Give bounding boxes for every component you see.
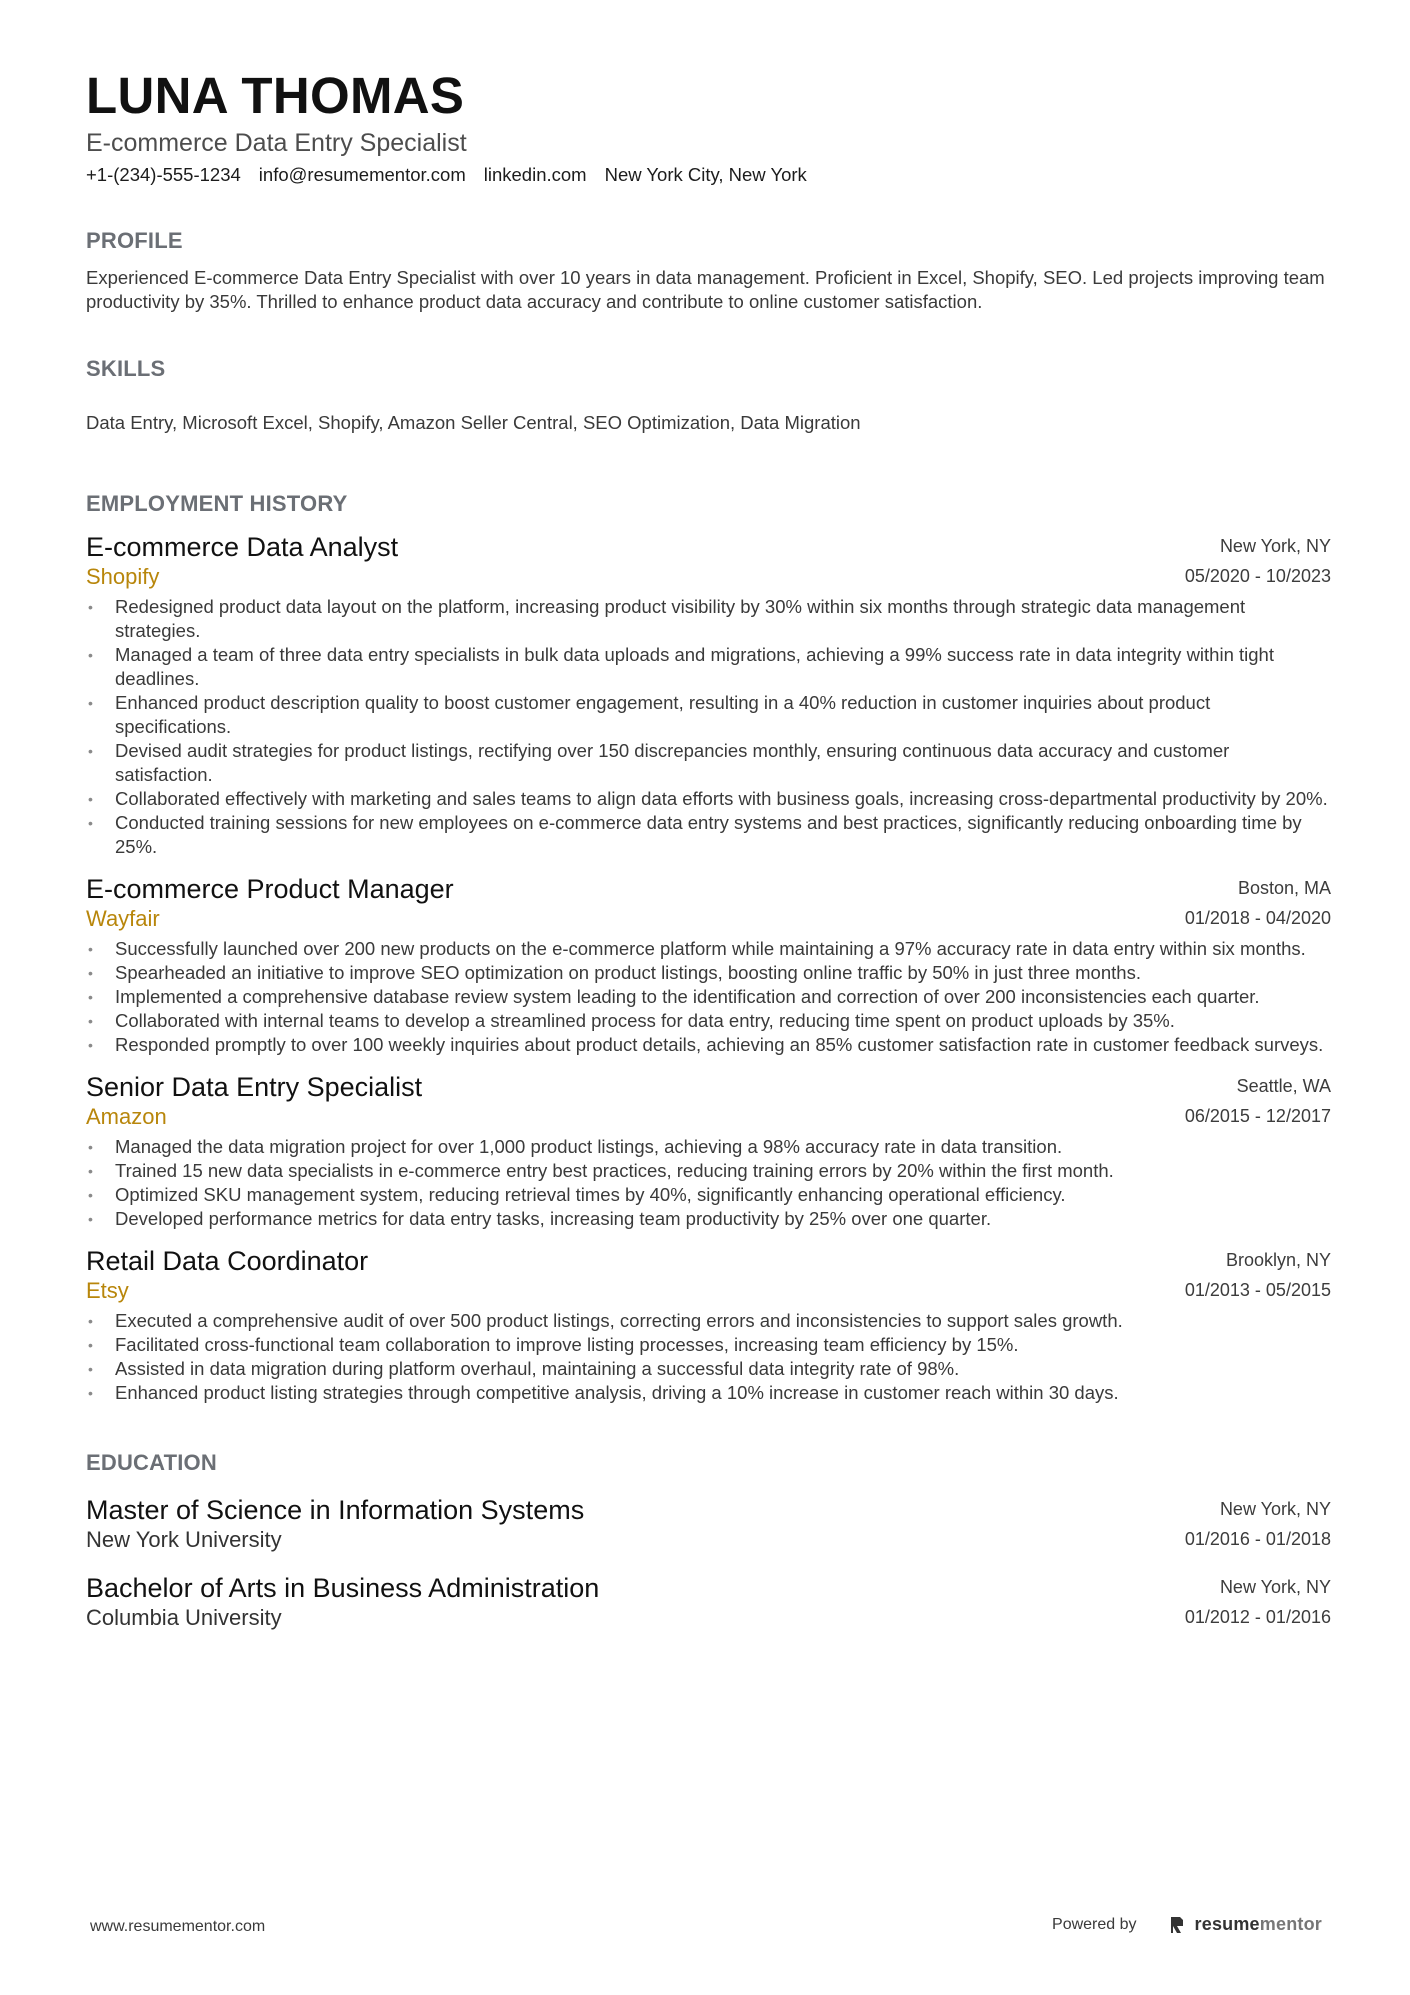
job-left — [86, 1071, 422, 1130]
bullet-text: Responded promptly to over 100 weekly inquiries about product details, achieving an 85% customer satisfaction rate in customer feedback surveys. — [115, 1034, 1324, 1056]
bullet-item — [86, 1309, 1331, 1333]
education-left — [86, 1494, 584, 1554]
bullet-dot-icon: • — [88, 743, 93, 760]
bullet-dot-icon: • — [88, 1037, 93, 1054]
employment-section — [86, 491, 1331, 1405]
job-entry — [86, 873, 1331, 1057]
skills-heading: SKILLS — [86, 356, 166, 382]
brand-part-resume: resume — [1194, 1914, 1260, 1934]
education-meta — [1185, 1494, 1331, 1554]
education-heading: EDUCATION — [86, 1450, 217, 1476]
bullet-text: Assisted in data migration during platform overhaul, maintaining a successful data integrity rate of 98%. — [115, 1358, 960, 1380]
job-left — [86, 1245, 368, 1304]
bullet-dot-icon: • — [88, 647, 93, 664]
job-header — [86, 531, 1331, 591]
education-dates: 01/2016 - 01/2018 — [1184, 1529, 1331, 1550]
job-list — [86, 531, 1331, 1405]
bullet-item — [86, 1183, 1331, 1207]
bullet-dot-icon: • — [88, 1187, 93, 1204]
skills-section — [86, 356, 1331, 434]
phone: +1-(234)-555-1234 — [86, 164, 241, 186]
job-bullets — [86, 1135, 1331, 1231]
bullet-item — [86, 787, 1331, 811]
bullet-text: Collaborated with internal teams to develop a streamlined process for data entry, reducing time spent on product uploads by 35%. — [115, 1010, 1175, 1032]
bullet-text: Facilitated cross-functional team collaboration to improve listing processes, increasing team efficiency by 15%. — [115, 1334, 1019, 1356]
candidate-name: LUNA THOMAS — [86, 67, 465, 124]
bullet-dot-icon: • — [88, 941, 93, 958]
bullet-item — [86, 985, 1331, 1009]
job-dates: 05/2020 - 10/2023 — [1184, 566, 1331, 587]
job-bullets — [86, 1309, 1331, 1405]
bullet-text: Optimized SKU management system, reducing retrieval times by 40%, significantly enhancing operational efficiency. — [115, 1184, 1066, 1206]
bullet-dot-icon: • — [88, 1313, 93, 1330]
job-location: Boston, MA — [1237, 878, 1331, 899]
education-header — [86, 1572, 1331, 1632]
bullet-dot-icon: • — [88, 989, 93, 1006]
job-title: Senior Data Entry Specialist — [86, 1072, 423, 1103]
bullet-item — [86, 595, 1331, 643]
profile-heading: PROFILE — [86, 228, 183, 254]
job-dates: 01/2013 - 05/2015 — [1184, 1280, 1331, 1301]
bullet-text: Implemented a comprehensive database review system leading to the identification and correction of over 200 inconsistencies each quarter. — [115, 986, 1260, 1008]
email: info@resumementor.com — [258, 164, 466, 186]
bullet-dot-icon: • — [88, 599, 93, 616]
bullet-dot-icon: • — [88, 1013, 93, 1030]
location: New York City, New York — [604, 164, 807, 186]
brand-name — [1195, 1914, 1322, 1935]
bullet-item — [86, 811, 1331, 859]
job-left — [86, 531, 398, 590]
bullet-item — [86, 1009, 1331, 1033]
education-section — [86, 1450, 1331, 1632]
profile-text: Experienced E-commerce Data Entry Specialist with over 10 years in data management. Proficient in Excel, Shopify, SEO. Led projects improving team productivity by 35%. Thrilled to enhance product data accuracy and contribute to online customer satisfaction. — [86, 267, 1325, 313]
job-company: Wayfair — [86, 906, 160, 932]
education-list — [86, 1494, 1331, 1632]
bullet-dot-icon: • — [88, 1361, 93, 1378]
bullet-dot-icon: • — [88, 1163, 93, 1180]
employment-heading: EMPLOYMENT HISTORY — [86, 491, 348, 517]
skills-text: Data Entry, Microsoft Excel, Shopify, Amazon Seller Central, SEO Optimization, Data Migration — [86, 412, 861, 434]
job-header — [86, 1071, 1331, 1131]
job-title-headline: E-commerce Data Entry Specialist — [86, 129, 467, 158]
bullet-dot-icon: • — [88, 1211, 93, 1228]
profile-section — [86, 228, 1331, 314]
bullet-text: Trained 15 new data specialists in e-commerce entry best practices, reducing training errors by 20% within the first month. — [115, 1160, 1114, 1182]
education-left — [86, 1572, 599, 1632]
bullet-item — [86, 1357, 1331, 1381]
footer-branding — [1052, 1914, 1322, 1935]
bullet-item — [86, 643, 1331, 691]
linkedin-link[interactable]: linkedin.com — [483, 164, 587, 186]
bullet-text: Managed the data migration project for over 1,000 product listings, achieving a 98% accuracy rate in data transition. — [115, 1136, 1063, 1158]
job-meta — [1185, 531, 1331, 591]
education-entry — [86, 1572, 1331, 1632]
job-bullets — [86, 937, 1331, 1057]
job-left — [86, 873, 454, 932]
powered-by-label: Powered by — [1052, 1915, 1137, 1933]
bullet-text: Enhanced product listing strategies through competitive analysis, driving a 10% increase in customer reach within 30 days. — [115, 1382, 1119, 1404]
bullet-dot-icon: • — [88, 1337, 93, 1354]
education-header — [86, 1494, 1331, 1554]
school: New York University — [86, 1527, 282, 1553]
bullet-item — [86, 1159, 1331, 1183]
bullet-item — [86, 1207, 1331, 1231]
header — [86, 68, 1331, 186]
job-bullets — [86, 595, 1331, 859]
resumementor-logo-icon — [1169, 1916, 1185, 1934]
bullet-dot-icon: • — [88, 815, 93, 832]
job-entry — [86, 1245, 1331, 1405]
bullet-item — [86, 961, 1331, 985]
bullet-item — [86, 1135, 1331, 1159]
education-entry — [86, 1494, 1331, 1554]
job-title: Retail Data Coordinator — [86, 1246, 369, 1277]
job-header — [86, 873, 1331, 933]
bullet-text: Spearheaded an initiative to improve SEO optimization on product listings, boosting online traffic by 50% in just three months. — [115, 962, 1141, 984]
job-meta — [1185, 1245, 1331, 1305]
bullet-text: Redesigned product data layout on the platform, increasing product visibility by 30% within six months through strategic data management strategies. — [115, 596, 1246, 642]
job-company: Shopify — [86, 564, 160, 590]
job-meta — [1185, 1071, 1331, 1131]
bullet-dot-icon: • — [88, 695, 93, 712]
bullet-text: Enhanced product description quality to boost customer engagement, resulting in a 40% reduction in customer inquiries about product specifications. — [115, 692, 1211, 738]
education-meta — [1185, 1572, 1331, 1632]
job-location: New York, NY — [1219, 536, 1331, 557]
job-meta — [1185, 873, 1331, 933]
job-company: Etsy — [86, 1278, 129, 1304]
footer-website[interactable]: www.resumementor.com — [90, 1918, 266, 1935]
school: Columbia University — [86, 1605, 282, 1631]
job-dates: 06/2015 - 12/2017 — [1184, 1106, 1331, 1127]
job-location: Seattle, WA — [1236, 1076, 1331, 1097]
bullet-item — [86, 1381, 1331, 1405]
bullet-item — [86, 937, 1331, 961]
bullet-text: Executed a comprehensive audit of over 500 product listings, correcting errors and inconsistencies to support sales growth. — [115, 1310, 1123, 1332]
education-dates: 01/2012 - 01/2016 — [1184, 1607, 1331, 1628]
job-title: E-commerce Data Analyst — [86, 532, 399, 563]
job-company: Amazon — [86, 1104, 167, 1130]
bullet-item — [86, 1333, 1331, 1357]
bullet-text: Successfully launched over 200 new products on the e-commerce platform while maintaining a 97% accuracy rate in data entry within six months. — [115, 938, 1306, 960]
job-header — [86, 1245, 1331, 1305]
education-location: New York, NY — [1219, 1499, 1331, 1520]
degree: Bachelor of Arts in Business Administration — [86, 1573, 600, 1604]
brand-part-mentor: mentor — [1259, 1914, 1322, 1934]
bullet-text: Conducted training sessions for new employees on e-commerce data entry systems and best practices, significantly reducing onboarding time by 25%. — [115, 812, 1302, 858]
job-dates: 01/2018 - 04/2020 — [1184, 908, 1331, 929]
resume-content — [86, 68, 1331, 1632]
bullet-text: Managed a team of three data entry specialists in bulk data uploads and migrations, achieving a 99% success rate in data integrity within tight deadlines. — [115, 644, 1274, 690]
bullet-item — [86, 739, 1331, 787]
bullet-item — [86, 1033, 1331, 1057]
bullet-text: Devised audit strategies for product listings, rectifying over 150 discrepancies monthly, ensuring continuous data accuracy and customer satisfaction. — [115, 740, 1230, 786]
bullet-dot-icon: • — [88, 1385, 93, 1402]
bullet-item — [86, 691, 1331, 739]
contact-line — [86, 164, 1331, 186]
bullet-dot-icon: • — [88, 965, 93, 982]
bullet-text: Collaborated effectively with marketing and sales teams to align data efforts with business goals, increasing cross-departmental productivity by 20%. — [115, 788, 1328, 810]
job-location: Brooklyn, NY — [1225, 1250, 1331, 1271]
job-entry — [86, 531, 1331, 859]
bullet-dot-icon: • — [88, 1139, 93, 1156]
degree: Master of Science in Information Systems — [86, 1495, 585, 1526]
bullet-dot-icon: • — [88, 791, 93, 808]
job-title: E-commerce Product Manager — [86, 874, 454, 905]
bullet-text: Developed performance metrics for data entry tasks, increasing team productivity by 25% over one quarter. — [115, 1208, 992, 1230]
job-entry — [86, 1071, 1331, 1231]
education-location: New York, NY — [1219, 1577, 1331, 1598]
